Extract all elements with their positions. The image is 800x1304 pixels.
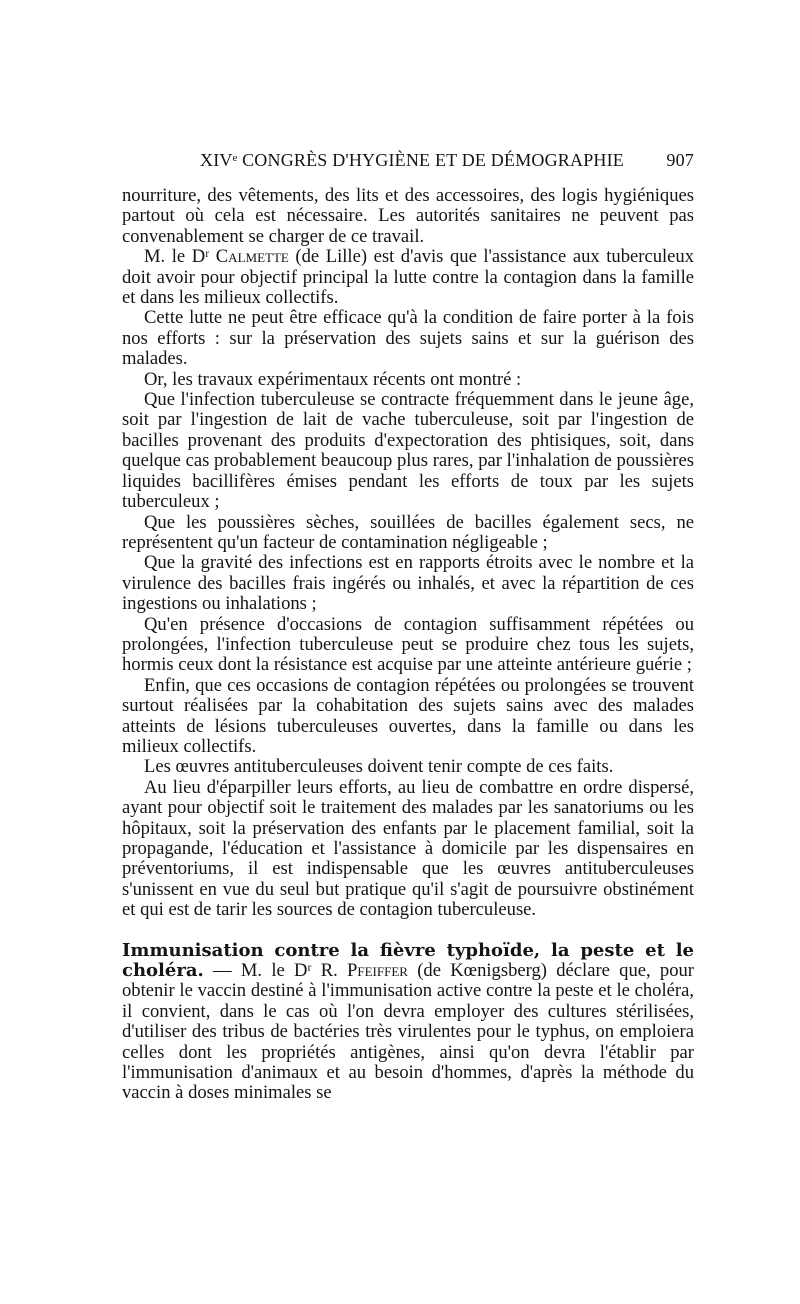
paragraph: Au lieu d'éparpiller leurs efforts, au lieu de combattre en ordre dispersé, ayant pour objectif soit le traitement des malades par les sanatoriums ou les hôpitaux, soit la préservation des enfants par le placement familial, soit la propagande, l'éducation et l'assistance à domicile par les dispensaires en préventoriums, il est indispensable que les œuvres antituberculeuses s'unissent en vue du seul but pratique qu'il s'agit de poursuivre obstinément et qui est de tarir les sources de contagion tuberculeuse. [122, 776, 694, 921]
paragraph: Cette lutte ne peut être efficace qu'à la condition de faire porter à la fois nos efforts : sur la préservation des sujets sains et sur la guérison des malades. [122, 307, 694, 370]
calmette-prefix: M. le Dʳ [144, 246, 216, 268]
section-title: Immunisation contre la fièvre typhoïde, la peste et le choléra. [122, 939, 694, 982]
paragraph-calmette [122, 247, 694, 308]
calmette-text: (de Lille) est d'avis que l'assistance aux tuberculeux doit avoir pour objectif principal la lutte contre la contagion dans la famille et dans les milieux collectifs. [122, 246, 695, 309]
pfeiffer-name: Pfeiffer [347, 960, 408, 982]
section-text: (de Kœnigsberg) déclare que, pour obtenir le vaccin destiné à l'immunisation active contre la peste et le choléra, il convient, dans le cas où l'on devra employer des cultures stérilisées, d'utiliser des tribus de bactéries très virulentes pour le typhus, on emploiera celles dont les propriétés antigènes, ainsi qu'on devra l'établir par l'immunisation d'animaux et au besoin d'hommes, d'après la méthode du vaccin à doses minimales se [122, 960, 694, 1104]
page-number: 907 [666, 150, 694, 170]
running-header [122, 150, 694, 176]
section-paragraph [122, 941, 694, 1104]
paragraph: Or, les travaux expérimentaux récents ont montré : [144, 368, 522, 390]
paragraph: Les œuvres antituberculeuses doivent tenir compte de ces faits. [144, 756, 614, 778]
running-title: XIVᵉ CONGRÈS D'HYGIÈNE ET DE DÉMOGRAPHIE [200, 150, 625, 170]
section-lead: — M. le Dʳ R. [203, 960, 348, 982]
section-immunisation [122, 941, 694, 1104]
book-page [122, 150, 694, 1104]
paragraph: Que l'infection tuberculeuse se contracte fréquemment dans le jeune âge, soit par l'ingestion de lait de vache tuberculeuse, soit par l'ingestion de bacilles provenant des produits d'expectoration des phtisiques, soit, dans quelque cas probablement beaucoup plus rares, par l'inhalation de poussières liquides bacillifères émises pendant les efforts de toux par les sujets tuberculeux ; [122, 389, 694, 513]
paragraph: Enfin, que ces occasions de contagion répétées ou prolongées se trouvent surtout réalisées par la cohabitation des sujets sains avec des malades atteints de lésions tuberculeuses ouvertes, dans la famille ou dans les milieux collectifs. [122, 674, 694, 757]
paragraph: nourriture, des vêtements, des lits et des accessoires, des logis hygiéniques partout où cela est nécessaire. Les autorités sanitaires ne peuvent pas convenablement se charger de ce travail. [122, 185, 694, 247]
calmette-name: Calmette [215, 246, 289, 268]
paragraph: Qu'en présence d'occasions de contagion suffisamment répétées ou prolongées, l'infection tuberculeuse peut se produire chez tous les sujets, hormis ceux dont la résistance est acquise par une atteinte antérieure guérie ; [122, 613, 694, 676]
paragraph: Que les poussières sèches, souillées de bacilles également secs, ne représentent qu'un facteur de contamination négligeable ; [122, 511, 694, 553]
paragraph: Que la gravité des infections est en rapports étroits avec le nombre et la virulence des bacilles frais ingérés ou inhalés, et avec la répartition de ces ingestions ou inhalations ; [122, 552, 694, 615]
body-text [122, 186, 694, 921]
